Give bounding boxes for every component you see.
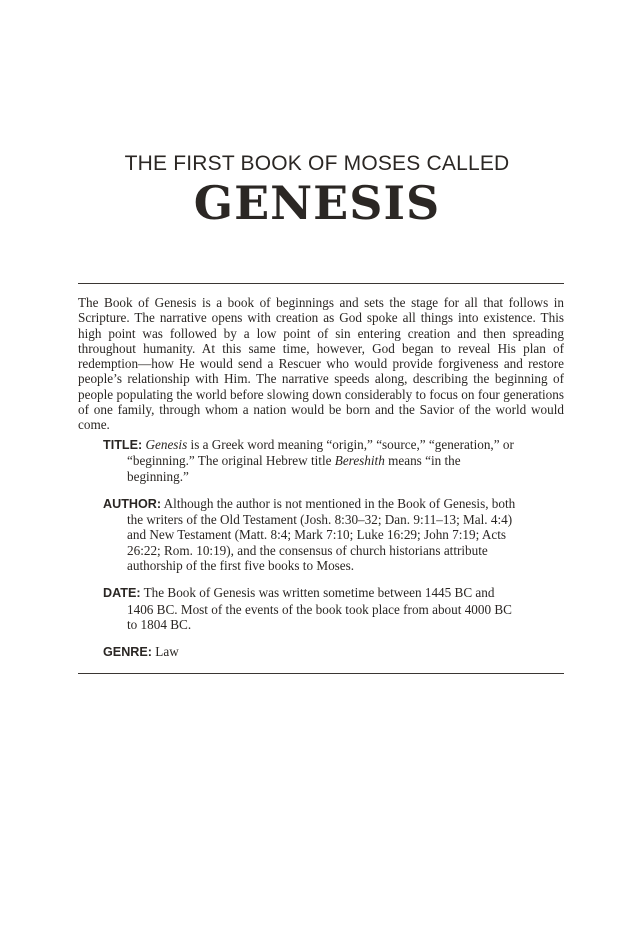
author-text: Although the author is not mentioned in the Book of Genesis, both the writers of the Old Testament (Josh. 8:30–32; Dan. 9:11–13; Mal. 4:4) and New Testament (Matt. 8:4; Mark 7:10; Luke 16:29; John 7:19; Acts 26:22; Rom. 10:19), and the consensus of church historians attribute authorship of the first five books to Moses.	[127, 495, 516, 574]
title-italic-word: Genesis	[145, 437, 188, 452]
genre-entry	[103, 644, 523, 660]
title-text-part2: means “in the beginning.”	[127, 453, 461, 484]
top-divider	[78, 283, 564, 284]
book-info-list	[103, 437, 523, 673]
date-entry	[103, 585, 523, 632]
genre-text: Law	[151, 644, 179, 660]
title-text-part1: is a Greek word meaning “origin,” “source,” “generation,” or “beginning.” The original Hebrew title	[127, 437, 514, 469]
intro-paragraph: The Book of Genesis is a book of beginnings and sets the stage for all that follows in Scripture. The narrative opens with creation as God spoke all things into existence. This high point was followed by a low point of sin entering creation and then spreading throughout humanity. At this same time, however, God began to reveal His plan of redemption—how He would send a Rescuer who would provide forgiveness and restore people’s relationship with Him. The narrative speeds along, describing the beginning of people populating the world before slowing down considerably to focus on four generations of one family, through whom a nation would be born and the Savior of the world would come.	[78, 295, 564, 433]
date-text: The Book of Genesis was written sometime between 1445 BC and 1406 BC. Most of the events of the book took place from about 4000 BC to 1804 BC.	[127, 585, 512, 632]
bottom-divider	[78, 673, 564, 674]
title-entry	[103, 437, 523, 484]
author-entry	[103, 496, 523, 573]
author-label: AUTHOR:	[103, 496, 162, 511]
title-label: TITLE:	[103, 438, 143, 452]
date-label: DATE:	[103, 586, 141, 601]
title-hebrew-word: Bereshith	[334, 453, 385, 469]
genre-label: GENRE:	[103, 645, 152, 660]
book-title: GENESIS	[193, 176, 441, 230]
book-supertitle: THE FIRST BOOK OF MOSES CALLED	[124, 152, 510, 175]
